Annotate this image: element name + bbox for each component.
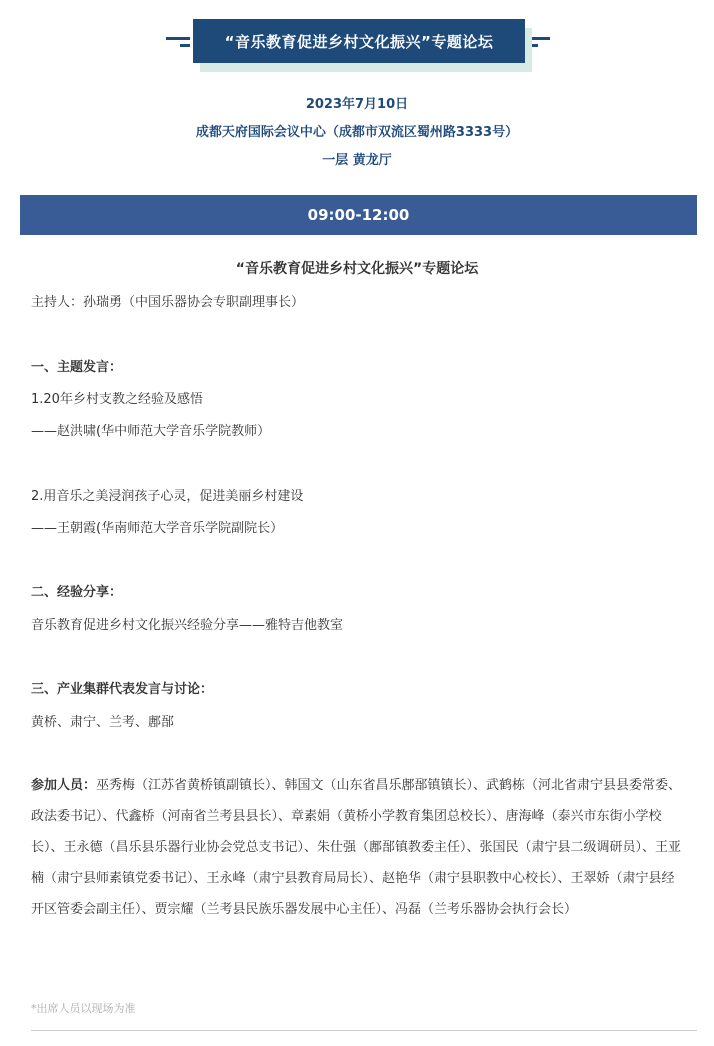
decor-line-left	[166, 37, 190, 40]
participants-label: 参加人员：	[31, 778, 97, 793]
event-date: 2023年7月10日	[305, 97, 409, 112]
event-venue: 成都天府国际会议中心（成都市双流区蜀州路3333号）	[195, 125, 519, 140]
talk1-speaker: ——赵洪啸(华中师范大学音乐学院教师）	[31, 424, 271, 439]
section-heading-keynotes: 一、主题发言：	[31, 360, 123, 375]
talk2-speaker: ——王朝霞(华南师范大学音乐学院副院长）	[31, 521, 284, 536]
talk1-title: 1.20年乡村支教之经验及感悟	[31, 392, 203, 407]
attendance-note: *出席人员以现场为准	[31, 1002, 136, 1015]
sharing-text: 音乐教育促进乡村文化振兴经验分享——雅特吉他教室	[31, 618, 344, 633]
talk2-title: 2.用音乐之美浸润孩子心灵，促进美丽乡村建设	[31, 489, 304, 504]
participants-block	[31, 770, 686, 925]
decor-dash-left	[180, 44, 190, 47]
participants-list: 巫秀梅（江苏省黄桥镇副镇长）、韩国文（山东省昌乐鄌郚镇镇长）、武鹤栋（河北省肃宁县县委常委、政法委书记）、代鑫桥（河南省兰考县县长）、章素娟（黄桥小学教育集团总校长）、唐海峰（泰兴市东街小学校长）、王永德（昌乐县乐器行业协会党总支书记）、朱仕强（鄌郚镇教委主任）、张国民（肃宁县二级调研员）、王亚楠（肃宁县师素镇党委书记）、王永峰（肃宁县教育局局长）、赵艳华（肃宁县职教中心校长）、王翠娇（肃宁县经开区管委会副主任）、贾宗耀（兰考县民族乐器发展中心主任）、冯磊（兰考乐器协会执行会长）	[31, 778, 682, 917]
section-heading-cluster: 三、产业集群代表发言与讨论：	[31, 682, 214, 697]
event-hall: 一层 黄龙厅	[322, 153, 392, 168]
session-time-bar	[20, 195, 697, 235]
host-line: 主持人：孙瑞勇（中国乐器协会专职副理事长）	[31, 295, 305, 310]
bottom-divider	[31, 1030, 697, 1031]
section-heading-sharing: 二、经验分享：	[31, 585, 123, 600]
header-banner-area	[0, 0, 714, 80]
session-time: 09:00-12:00	[307, 206, 410, 224]
banner-title: “音乐教育促进乡村文化振兴”专题论坛	[193, 19, 525, 63]
cluster-text: 黄桥、肃宁、兰考、鄌郚	[31, 715, 175, 730]
forum-title: “音乐教育促进乡村文化振兴”专题论坛	[235, 261, 479, 277]
